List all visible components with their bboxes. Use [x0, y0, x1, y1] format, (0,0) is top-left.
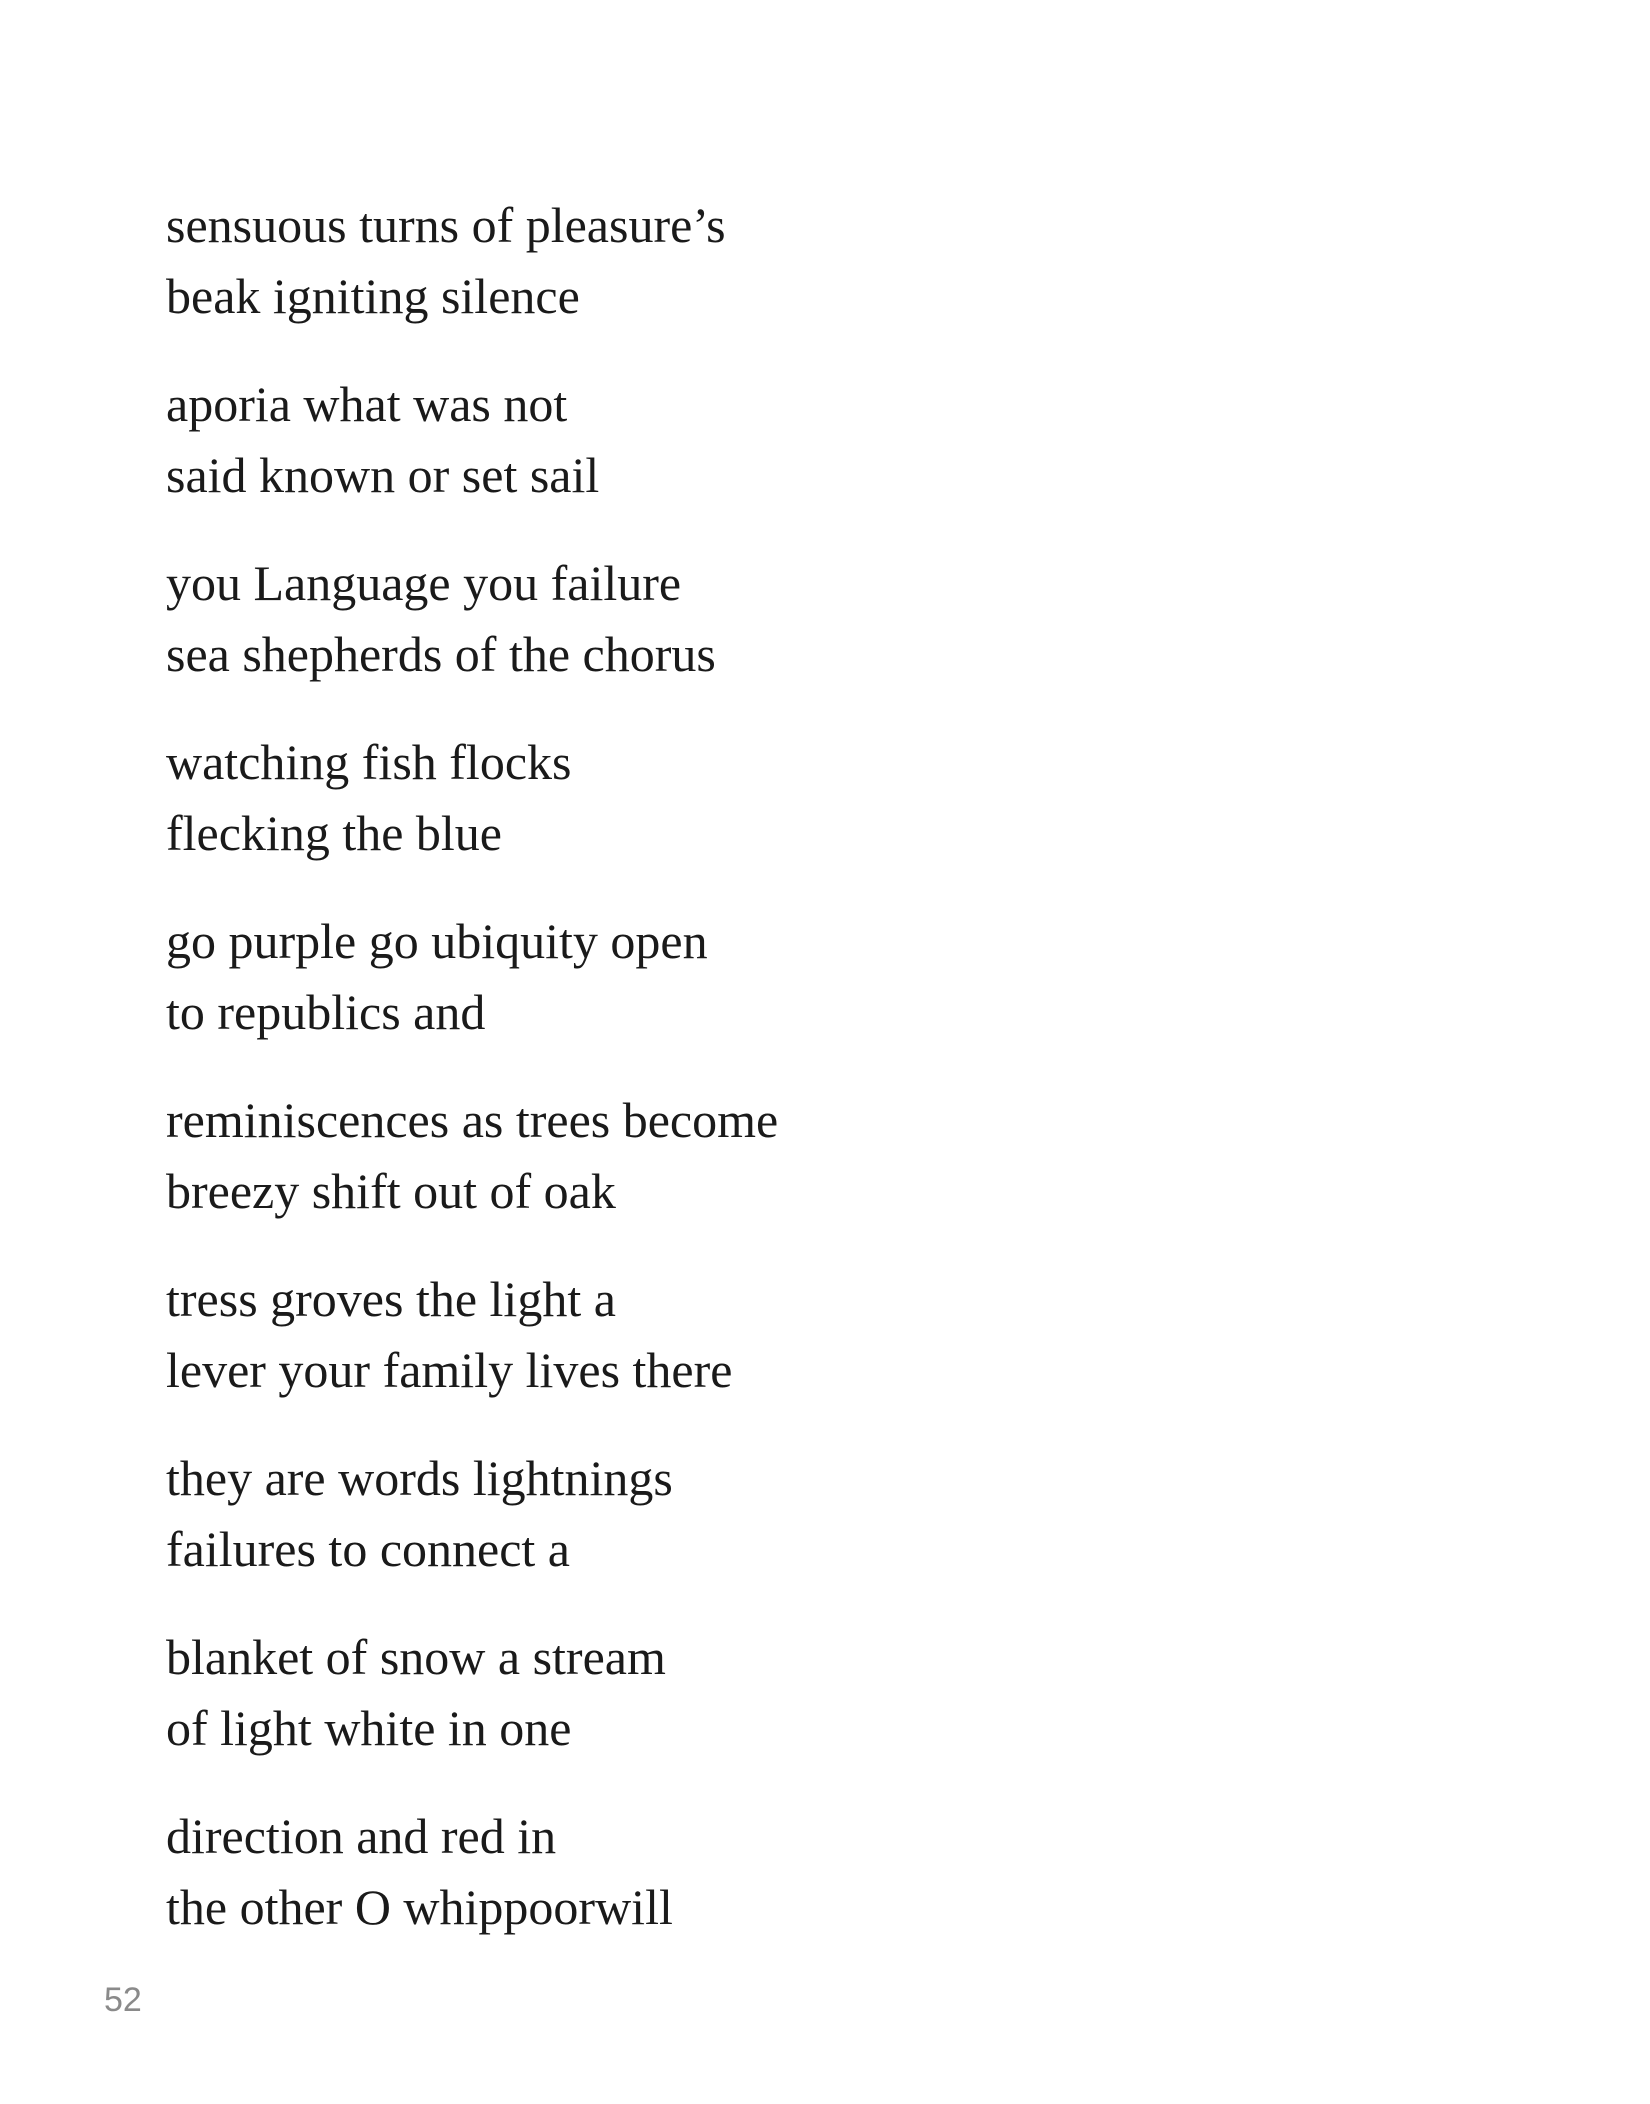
poem-line: aporia what was not [166, 376, 568, 432]
poem-line: flecking the blue [166, 805, 502, 861]
poem-line: breezy shift out of oak [166, 1163, 616, 1219]
poem-line: tress groves the light a [166, 1271, 616, 1327]
stanza [166, 906, 1466, 1085]
poem-line: said known or set sail [166, 447, 600, 503]
stanza [166, 727, 1466, 906]
stanza [166, 1443, 1466, 1622]
poem-line: of light white in one [166, 1700, 572, 1756]
poem-line: you Language you failure [166, 555, 682, 611]
poem-line: to republics and [166, 984, 486, 1040]
poem-line: lever your family lives there [166, 1342, 733, 1398]
poem-line: they are words lightnings [166, 1450, 673, 1506]
stanza [166, 190, 1466, 369]
stanza [166, 1801, 1466, 1980]
poem-line: direction and red in [166, 1808, 557, 1864]
stanza [166, 1085, 1466, 1264]
poem-line: go purple go ubiquity open [166, 913, 708, 969]
stanza [166, 1622, 1466, 1801]
poem-line: failures to connect a [166, 1521, 570, 1577]
poem-line: reminiscences as trees become [166, 1092, 779, 1148]
stanza [166, 1264, 1466, 1443]
poem-line: sensuous turns of pleasure’s [166, 197, 726, 253]
poem-line: sea shepherds of the chorus [166, 626, 716, 682]
stanza [166, 548, 1466, 727]
stanza [166, 369, 1466, 548]
poem-line: watching fish flocks [166, 734, 572, 790]
page-number: 52 [104, 1981, 142, 2019]
poem [166, 190, 1466, 1980]
poem-line: blanket of snow a stream [166, 1629, 666, 1685]
poem-line: the other O whippoorwill [166, 1879, 673, 1935]
poem-line: beak igniting silence [166, 268, 580, 324]
